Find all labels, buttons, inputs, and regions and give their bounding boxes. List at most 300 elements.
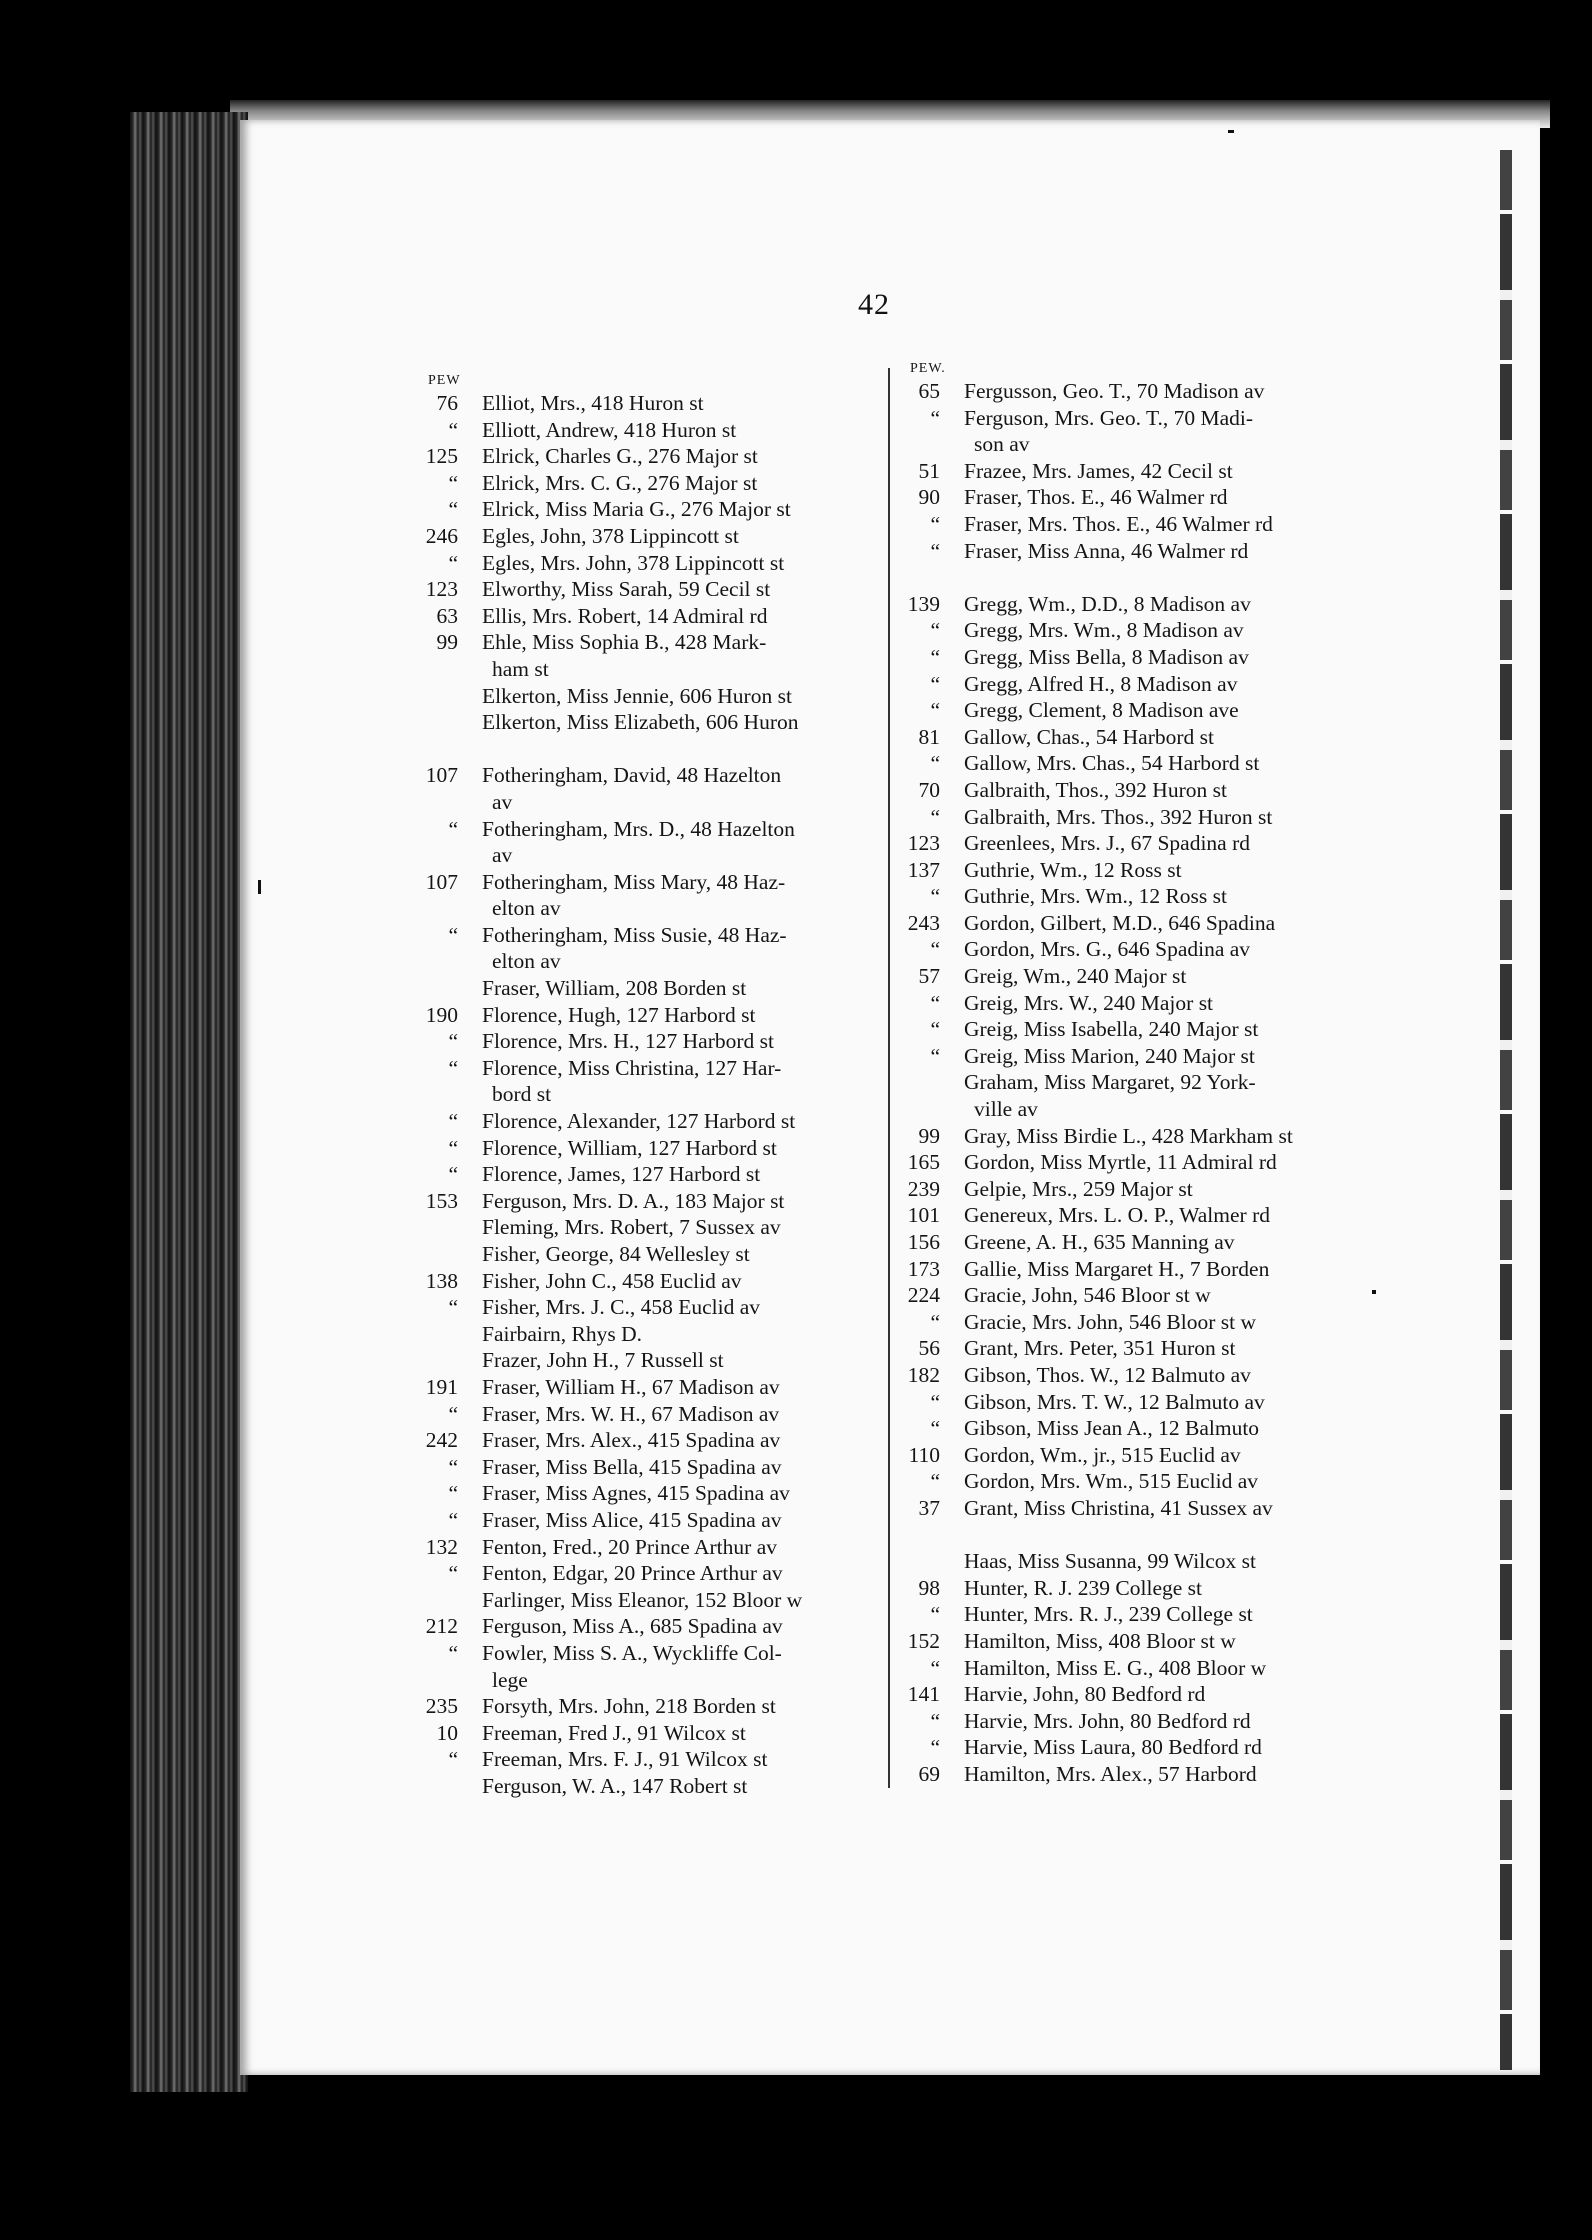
directory-entry — [420, 550, 880, 577]
directory-entry — [902, 1548, 1352, 1575]
directory-entry — [420, 576, 880, 603]
member-name-address: Frazee, Mrs. James, 42 Cecil st — [964, 458, 1233, 483]
member-name-address: Fleming, Mrs. Robert, 7 Sussex av — [482, 1215, 781, 1240]
directory-entry — [420, 1294, 880, 1321]
member-name-address: elton av — [492, 896, 561, 921]
directory-entry — [902, 617, 1352, 644]
member-name-address: Fraser, Miss Agnes, 415 Spadina av — [482, 1481, 790, 1506]
member-name-address: Fraser, Thos. E., 46 Walmer rd — [964, 485, 1228, 510]
member-name-address: Fergusson, Geo. T., 70 Madison av — [964, 379, 1265, 403]
pew-number: “ — [930, 1416, 940, 1441]
member-name-address: Fraser, Miss Alice, 415 Spadina av — [482, 1507, 782, 1532]
pew-number: 235 — [425, 1694, 458, 1719]
directory-entry — [902, 857, 1352, 884]
directory-entry — [420, 869, 880, 896]
directory-entry — [420, 1640, 880, 1667]
pew-number: “ — [930, 937, 940, 962]
pew-number: 110 — [908, 1442, 940, 1467]
member-name-address: Freeman, Mrs. F. J., 91 Wilcox st — [482, 1747, 768, 1772]
directory-entry — [420, 1720, 880, 1747]
member-name-address: Ferguson, Mrs. Geo. T., 70 Madi- — [964, 405, 1254, 430]
pew-number: “ — [448, 1295, 458, 1320]
scan-speck — [1228, 130, 1234, 133]
pew-number: “ — [448, 1135, 458, 1160]
member-name-address: Elrick, Charles G., 276 Major st — [482, 444, 758, 469]
pew-number: 125 — [425, 444, 458, 469]
section-gap — [420, 736, 880, 763]
directory-entry — [902, 910, 1352, 937]
left-entry-list — [420, 390, 880, 1799]
pew-number: 123 — [907, 831, 940, 856]
directory-entry — [902, 1123, 1352, 1150]
member-name-address: Gregg, Clement, 8 Madison ave — [964, 698, 1239, 723]
directory-entry — [420, 603, 880, 630]
member-name-address: Genereux, Mrs. L. O. P., Walmer rd — [964, 1203, 1270, 1228]
member-name-address: Elrick, Miss Maria G., 276 Major st — [482, 497, 791, 522]
pew-number: 99 — [436, 630, 458, 655]
pew-number: 153 — [425, 1188, 458, 1213]
directory-entry — [902, 963, 1352, 990]
member-name-address: Gracie, Mrs. John, 546 Bloor st w — [964, 1309, 1257, 1334]
pew-number: 138 — [425, 1268, 458, 1293]
directory-entry — [902, 1761, 1352, 1788]
pew-number: 69 — [918, 1761, 940, 1786]
member-name-address: Forsyth, Mrs. John, 218 Borden st — [482, 1694, 776, 1719]
pew-number: 139 — [907, 591, 940, 616]
directory-entry — [902, 1734, 1352, 1761]
pew-number: “ — [930, 884, 940, 909]
directory-entry — [420, 1002, 880, 1029]
member-name-address: Fraser, Mrs. Alex., 415 Spadina av — [482, 1428, 781, 1453]
directory-entry — [902, 804, 1352, 831]
member-name-address: Egles, Mrs. John, 378 Lippincott st — [482, 550, 785, 575]
directory-entry — [902, 1096, 1352, 1123]
pew-number: 173 — [907, 1256, 940, 1281]
directory-entry — [420, 922, 880, 949]
right-entry-list — [902, 378, 1352, 1787]
directory-entry — [420, 1188, 880, 1215]
directory-entry — [420, 1055, 880, 1082]
member-name-address: Fraser, Mrs. W. H., 67 Madison av — [482, 1401, 780, 1426]
member-name-address: av — [492, 789, 513, 814]
member-name-address: bord st — [492, 1082, 552, 1107]
directory-entry — [902, 431, 1352, 458]
member-name-address: Gordon, Miss Myrtle, 11 Admiral rd — [964, 1150, 1277, 1175]
directory-entry — [902, 591, 1352, 618]
pew-number: 190 — [425, 1002, 458, 1027]
member-name-address: Egles, John, 378 Lippincott st — [482, 523, 739, 548]
member-name-address: Hamilton, Miss E. G., 408 Bloor w — [964, 1655, 1267, 1680]
directory-entry — [420, 1427, 880, 1454]
pew-number: 246 — [425, 523, 458, 548]
member-name-address: Gibson, Mrs. T. W., 12 Balmuto av — [964, 1389, 1265, 1414]
pew-number: 156 — [907, 1230, 940, 1254]
member-name-address: av — [492, 843, 513, 868]
book-spine-pages — [130, 112, 248, 2092]
member-name-address: Greenlees, Mrs. J., 67 Spadina rd — [964, 831, 1251, 856]
member-name-address: Grant, Miss Christina, 41 Sussex av — [964, 1495, 1273, 1520]
member-name-address: Ellis, Mrs. Robert, 14 Admiral rd — [482, 603, 768, 628]
member-name-address: Greig, Mrs. W., 240 Major st — [964, 990, 1214, 1015]
member-name-address: Fisher, Mrs. J. C., 458 Euclid av — [482, 1295, 761, 1320]
directory-entry — [902, 1495, 1352, 1522]
member-name-address: Ehle, Miss Sophia B., 428 Mark- — [482, 630, 767, 655]
member-name-address: Gregg, Mrs. Wm., 8 Madison av — [964, 618, 1244, 643]
member-name-address: Greene, A. H., 635 Manning av — [964, 1230, 1235, 1254]
directory-entry — [902, 1415, 1352, 1442]
pew-number: 242 — [425, 1428, 458, 1453]
directory-entry — [902, 990, 1352, 1017]
right-column-header: PEW. — [910, 361, 946, 376]
pew-number: “ — [448, 497, 458, 522]
directory-entry — [902, 830, 1352, 857]
directory-entry — [420, 1214, 880, 1241]
pew-number: “ — [448, 816, 458, 841]
pew-number: “ — [930, 511, 940, 536]
directory-entry — [902, 750, 1352, 777]
directory-entry — [420, 629, 880, 656]
member-name-address: ville av — [974, 1097, 1038, 1122]
left-column-header: PEW — [428, 373, 461, 388]
pew-number: 141 — [907, 1682, 940, 1707]
pew-number: “ — [448, 1162, 458, 1187]
pew-number: “ — [930, 1309, 940, 1334]
pew-number: “ — [448, 1454, 458, 1479]
member-name-address: Fisher, George, 84 Wellesley st — [482, 1242, 750, 1266]
member-name-address: Galbraith, Mrs. Thos., 392 Huron st — [964, 804, 1273, 829]
directory-entry — [420, 1480, 880, 1507]
page-right-edge — [1500, 150, 1512, 2070]
directory-entry — [420, 948, 880, 975]
pew-number: “ — [448, 550, 458, 575]
member-name-address: Harvie, John, 80 Bedford rd — [964, 1682, 1206, 1707]
member-name-address: Florence, Miss Christina, 127 Har- — [482, 1055, 782, 1080]
pew-number: “ — [930, 698, 940, 723]
pew-number: “ — [930, 538, 940, 563]
pew-number: 63 — [436, 603, 458, 628]
member-name-address: Fraser, Miss Anna, 46 Walmer rd — [964, 538, 1249, 563]
directory-entry — [902, 1229, 1352, 1256]
directory-entry — [902, 883, 1352, 910]
directory-entry — [420, 1667, 880, 1694]
member-name-address: Elrick, Mrs. C. G., 276 Major st — [482, 470, 758, 495]
page-number: 42 — [858, 288, 890, 321]
pew-number: 57 — [918, 964, 940, 989]
directory-entry — [420, 1374, 880, 1401]
member-name-address: Gibson, Thos. W., 12 Balmuto av — [964, 1362, 1251, 1387]
member-name-address: Hunter, Mrs. R. J., 239 College st — [964, 1602, 1253, 1627]
member-name-address: Guthrie, Wm., 12 Ross st — [964, 857, 1182, 882]
member-name-address: Hunter, R. J. 239 College st — [964, 1575, 1203, 1600]
member-name-address: Florence, James, 127 Harbord st — [482, 1162, 761, 1187]
directory-entry — [902, 1069, 1352, 1096]
pew-number: “ — [448, 1029, 458, 1054]
directory-entry — [420, 1560, 880, 1587]
directory-entry — [420, 1773, 880, 1800]
pew-number: “ — [930, 1602, 940, 1627]
member-name-address: lege — [492, 1667, 528, 1692]
directory-entry — [420, 789, 880, 816]
pew-number: “ — [930, 405, 940, 430]
directory-entry — [902, 1362, 1352, 1389]
member-name-address: Gallow, Mrs. Chas., 54 Harbord st — [964, 751, 1260, 776]
directory-entry — [420, 816, 880, 843]
directory-entry — [420, 417, 880, 444]
left-column — [420, 372, 880, 1799]
member-name-address: Fairbairn, Rhys D. — [482, 1321, 643, 1346]
pew-number: 107 — [425, 869, 458, 894]
directory-entry — [420, 842, 880, 869]
pew-number: 76 — [436, 391, 458, 415]
pew-number: 243 — [907, 910, 940, 935]
scan-speck — [258, 880, 261, 894]
pew-number: 37 — [918, 1495, 940, 1520]
directory-entry — [902, 777, 1352, 804]
pew-number: “ — [930, 751, 940, 776]
pew-number: “ — [930, 1469, 940, 1494]
pew-number: “ — [930, 1735, 940, 1760]
directory-entry — [420, 1268, 880, 1295]
directory-entry — [902, 1681, 1352, 1708]
pew-number: “ — [448, 1481, 458, 1506]
member-name-address: Greig, Miss Isabella, 240 Major st — [964, 1017, 1259, 1042]
directory-entry — [420, 1693, 880, 1720]
pew-number: 65 — [918, 379, 940, 403]
pew-number: “ — [448, 1055, 458, 1080]
pew-number: “ — [930, 1708, 940, 1733]
member-name-address: Fotheringham, David, 48 Hazelton — [482, 763, 782, 788]
pew-number: 10 — [436, 1720, 458, 1745]
pew-number: 152 — [907, 1628, 940, 1653]
member-name-address: Greig, Wm., 240 Major st — [964, 964, 1187, 989]
member-name-address: Elkerton, Miss Jennie, 606 Huron st — [482, 683, 792, 708]
member-name-address: Frazer, John H., 7 Russell st — [482, 1348, 724, 1373]
pew-number: 191 — [425, 1374, 458, 1399]
member-name-address: Fenton, Fred., 20 Prince Arthur av — [482, 1534, 777, 1559]
pew-number: 81 — [918, 724, 940, 749]
directory-entry — [420, 390, 880, 417]
pew-number: 70 — [918, 777, 940, 802]
scan-speck — [1372, 1290, 1376, 1294]
pew-number: “ — [930, 644, 940, 669]
directory-entry — [902, 724, 1352, 751]
directory-entry — [420, 523, 880, 550]
member-name-address: Grant, Mrs. Peter, 351 Huron st — [964, 1336, 1236, 1361]
directory-entry — [420, 1746, 880, 1773]
pew-number: 90 — [918, 485, 940, 510]
directory-entry — [902, 484, 1352, 511]
member-name-address: Florence, William, 127 Harbord st — [482, 1135, 777, 1160]
directory-entry — [902, 1149, 1352, 1176]
member-name-address: Fotheringham, Miss Mary, 48 Haz- — [482, 869, 786, 894]
directory-entry — [902, 1575, 1352, 1602]
directory-entry — [420, 1321, 880, 1348]
member-name-address: Florence, Alexander, 127 Harbord st — [482, 1109, 796, 1134]
directory-entry — [420, 1161, 880, 1188]
pew-number: “ — [448, 470, 458, 495]
directory-entry — [420, 656, 880, 683]
member-name-address: Gray, Miss Birdie L., 428 Markham st — [964, 1123, 1293, 1148]
member-name-address: Hamilton, Mrs. Alex., 57 Harbord — [964, 1761, 1257, 1786]
member-name-address: Elliot, Mrs., 418 Huron st — [482, 391, 704, 415]
directory-entry — [902, 1708, 1352, 1735]
member-name-address: Gallie, Miss Margaret H., 7 Borden — [964, 1256, 1270, 1281]
pew-number: 212 — [425, 1614, 458, 1639]
member-name-address: Florence, Hugh, 127 Harbord st — [482, 1002, 756, 1027]
directory-entry — [420, 470, 880, 497]
directory-entry — [420, 1587, 880, 1614]
pew-number: 107 — [425, 763, 458, 788]
directory-entry — [420, 1241, 880, 1268]
member-name-address: Ferguson, Miss A., 685 Spadina av — [482, 1614, 783, 1639]
pew-number: “ — [448, 1640, 458, 1665]
member-name-address: Gordon, Mrs. G., 646 Spadina av — [964, 937, 1251, 962]
directory-entry — [420, 496, 880, 523]
pew-number: 51 — [918, 458, 940, 483]
directory-entry — [902, 405, 1352, 432]
directory-entry — [420, 1081, 880, 1108]
member-name-address: Fenton, Edgar, 20 Prince Arthur av — [482, 1561, 783, 1586]
directory-entry — [420, 895, 880, 922]
member-name-address: Gordon, Wm., jr., 515 Euclid av — [964, 1442, 1241, 1467]
pew-number: “ — [448, 922, 458, 947]
directory-entry — [420, 443, 880, 470]
member-name-address: Hamilton, Miss, 408 Bloor st w — [964, 1628, 1236, 1653]
member-name-address: Ferguson, W. A., 147 Robert st — [482, 1773, 748, 1798]
directory-entry — [420, 1108, 880, 1135]
member-name-address: Gibson, Miss Jean A., 12 Balmuto — [964, 1416, 1260, 1441]
pew-number: “ — [930, 1017, 940, 1042]
directory-entry — [420, 1135, 880, 1162]
member-name-address: Graham, Miss Margaret, 92 York- — [964, 1070, 1256, 1095]
directory-entry — [420, 975, 880, 1002]
directory-entry — [420, 683, 880, 710]
pew-number: “ — [930, 990, 940, 1015]
directory-entry — [420, 1534, 880, 1561]
member-name-address: Fraser, Mrs. Thos. E., 46 Walmer rd — [964, 511, 1273, 536]
pew-number: “ — [448, 417, 458, 442]
directory-entry — [902, 1176, 1352, 1203]
pew-number: “ — [930, 618, 940, 643]
member-name-address: Elkerton, Miss Elizabeth, 606 Huron — [482, 710, 799, 735]
member-name-address: Greig, Miss Marion, 240 Major st — [964, 1043, 1255, 1068]
pew-number: “ — [930, 1043, 940, 1068]
directory-entry — [902, 644, 1352, 671]
pew-number: 182 — [907, 1362, 940, 1387]
member-name-address: Fowler, Miss S. A., Wyckliffe Col- — [482, 1640, 782, 1665]
member-name-address: Gregg, Alfred H., 8 Madison av — [964, 671, 1238, 696]
directory-entry — [902, 1256, 1352, 1283]
member-name-address: Galbraith, Thos., 392 Huron st — [964, 777, 1227, 802]
directory-entry — [902, 458, 1352, 485]
directory-entry — [902, 1389, 1352, 1416]
pew-number: 224 — [907, 1283, 940, 1308]
directory-entry — [902, 511, 1352, 538]
member-name-address: Elliott, Andrew, 418 Huron st — [482, 417, 737, 442]
directory-entry — [902, 936, 1352, 963]
pew-number: 132 — [425, 1534, 458, 1559]
pew-number: “ — [930, 804, 940, 829]
column-divider — [888, 368, 890, 1788]
member-name-address: Harvie, Miss Laura, 80 Bedford rd — [964, 1735, 1262, 1760]
section-gap — [902, 564, 1352, 591]
directory-entry — [420, 1613, 880, 1640]
directory-entry — [902, 1628, 1352, 1655]
pew-number: “ — [448, 1109, 458, 1134]
member-name-address: Gelpie, Mrs., 259 Major st — [964, 1176, 1193, 1201]
directory-entry — [420, 709, 880, 736]
pew-number: “ — [930, 1389, 940, 1414]
member-name-address: Fraser, William H., 67 Madison av — [482, 1374, 780, 1399]
pew-number: 137 — [907, 857, 940, 882]
member-name-address: Gregg, Miss Bella, 8 Madison av — [964, 644, 1249, 669]
member-name-address: Fisher, John C., 458 Euclid av — [482, 1268, 742, 1293]
member-name-address: Gallow, Chas., 54 Harbord st — [964, 724, 1215, 749]
pew-number: 99 — [918, 1123, 940, 1148]
directory-entry — [902, 1335, 1352, 1362]
member-name-address: Harvie, Mrs. John, 80 Bedford rd — [964, 1708, 1251, 1733]
member-name-address: Florence, Mrs. H., 127 Harbord st — [482, 1029, 774, 1054]
directory-entry — [420, 1454, 880, 1481]
directory-entry — [420, 1028, 880, 1055]
pew-number: “ — [448, 1561, 458, 1586]
member-name-address: ham st — [492, 656, 549, 681]
member-name-address: Gordon, Gilbert, M.D., 646 Spadina — [964, 910, 1276, 935]
directory-entry — [902, 1202, 1352, 1229]
pew-number: 165 — [907, 1150, 940, 1175]
member-name-address: Farlinger, Miss Eleanor, 152 Bloor w — [482, 1587, 803, 1612]
directory-entry — [420, 1347, 880, 1374]
member-name-address: Fraser, Miss Bella, 415 Spadina av — [482, 1454, 782, 1479]
directory-entry — [902, 538, 1352, 565]
directory-entry — [420, 1507, 880, 1534]
pew-number: 123 — [425, 577, 458, 602]
pew-number: “ — [448, 1401, 458, 1426]
member-name-address: son av — [974, 432, 1030, 457]
member-name-address: Haas, Miss Susanna, 99 Wilcox st — [964, 1549, 1256, 1574]
member-name-address: Fotheringham, Mrs. D., 48 Hazelton — [482, 816, 795, 841]
directory-entry — [902, 1442, 1352, 1469]
directory-entry — [902, 378, 1352, 405]
pew-number: “ — [448, 1747, 458, 1772]
pew-number: 98 — [918, 1575, 940, 1600]
pew-number: 101 — [907, 1203, 940, 1228]
directory-entry — [902, 1016, 1352, 1043]
directory-entry — [902, 671, 1352, 698]
directory-entry — [420, 1401, 880, 1428]
pew-number: 239 — [907, 1176, 940, 1201]
member-name-address: Gordon, Mrs. Wm., 515 Euclid av — [964, 1469, 1258, 1494]
member-name-address: Gracie, John, 546 Bloor st w — [964, 1283, 1211, 1308]
directory-entry — [420, 762, 880, 789]
pew-number: 56 — [918, 1336, 940, 1361]
directory-entry — [902, 1043, 1352, 1070]
pew-number: “ — [930, 671, 940, 696]
pew-number: “ — [930, 1655, 940, 1680]
member-name-address: Fraser, William, 208 Borden st — [482, 976, 747, 1001]
member-name-address: Guthrie, Mrs. Wm., 12 Ross st — [964, 884, 1227, 909]
directory-entry — [902, 1468, 1352, 1495]
directory-entry — [902, 697, 1352, 724]
member-name-address: Gregg, Wm., D.D., 8 Madison av — [964, 591, 1251, 616]
directory-entry — [902, 1309, 1352, 1336]
section-gap — [902, 1522, 1352, 1549]
member-name-address: Ferguson, Mrs. D. A., 183 Major st — [482, 1188, 785, 1213]
member-name-address: Freeman, Fred J., 91 Wilcox st — [482, 1720, 746, 1745]
directory-entry — [902, 1601, 1352, 1628]
pew-number: “ — [448, 1507, 458, 1532]
directory-entry — [902, 1655, 1352, 1682]
